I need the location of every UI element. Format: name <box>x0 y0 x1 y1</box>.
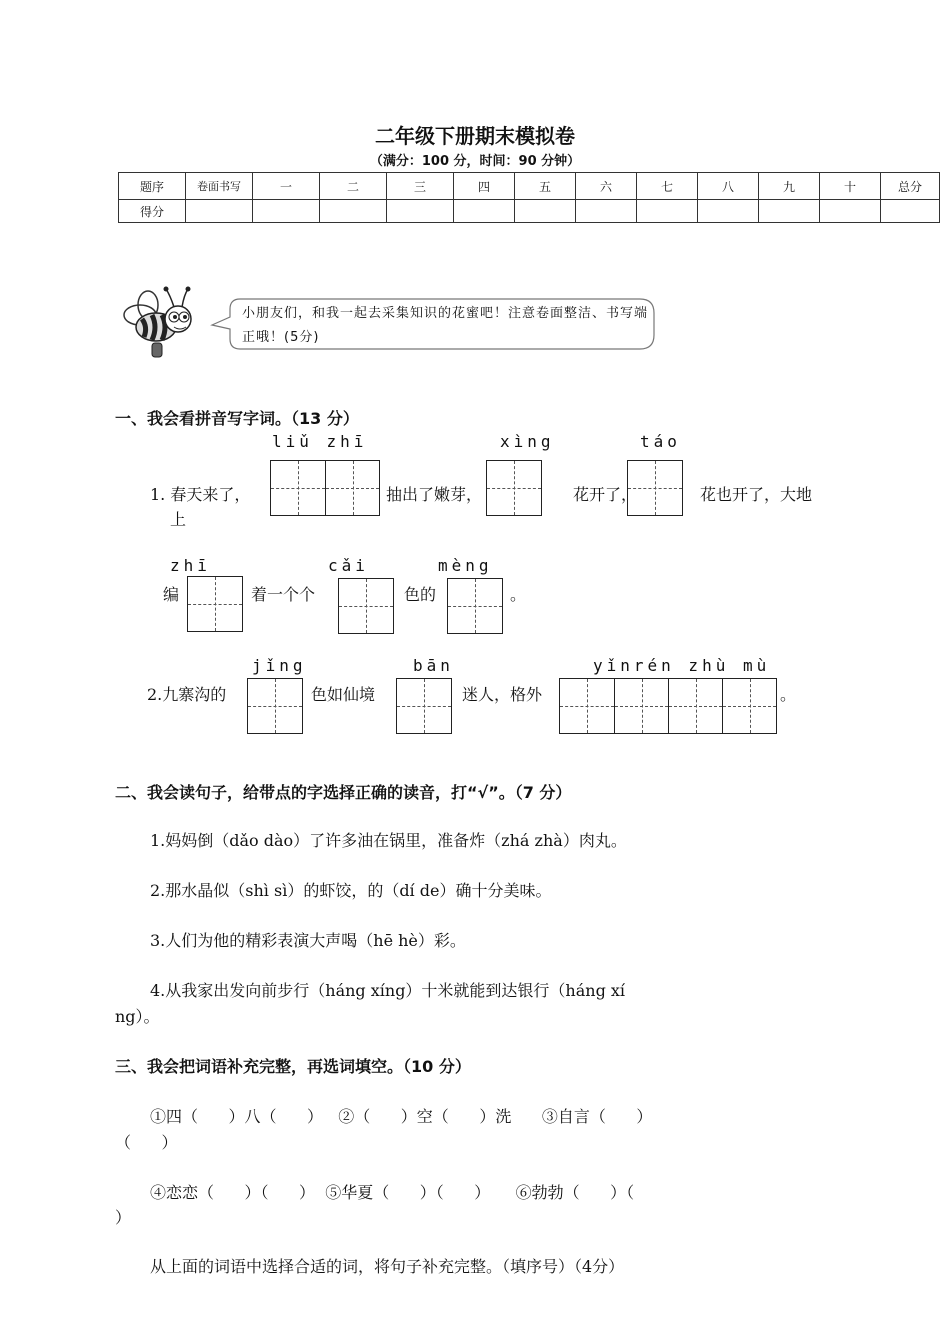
pinyin-jing: jǐng <box>252 656 307 675</box>
s2-item-4-cont: ng）。 <box>115 1007 160 1026</box>
header-cell: 五 <box>515 173 576 200</box>
tianzige-box[interactable] <box>486 460 542 516</box>
tianzige-box[interactable] <box>247 678 303 734</box>
bee-icon <box>118 285 200 363</box>
score-cell[interactable] <box>576 200 637 223</box>
score-cell[interactable] <box>515 200 576 223</box>
q2-text-3: 迷人，格外 <box>462 685 543 704</box>
tianzige-box[interactable] <box>338 578 394 634</box>
score-cell[interactable] <box>759 200 820 223</box>
q2-text-1: 2.九寨沟的 <box>147 685 227 704</box>
pinyin-ban: bān <box>413 656 454 675</box>
tianzige-box[interactable] <box>270 460 380 516</box>
header-cell: 二 <box>320 173 387 200</box>
section-1-heading: 一、我会看拼音写字词。（13 分） <box>115 409 359 428</box>
score-table-score-row <box>119 200 940 223</box>
score-table <box>118 172 940 223</box>
header-cell: 七 <box>637 173 698 200</box>
pinyin-meng: mèng <box>438 556 493 575</box>
q1-text-5: 上 <box>170 510 187 529</box>
score-cell[interactable] <box>253 200 320 223</box>
score-cell[interactable] <box>387 200 454 223</box>
score-cell[interactable] <box>698 200 759 223</box>
tianzige-box[interactable] <box>396 678 452 734</box>
header-cell: 六 <box>576 173 637 200</box>
header-cell: 八 <box>698 173 759 200</box>
q2-text-2: 色如仙境 <box>311 685 376 704</box>
tianzige-box[interactable] <box>187 576 243 632</box>
q1-text-4: 花也开了，大地 <box>700 485 813 504</box>
q2-text-4: 。 <box>780 685 797 704</box>
section-2-heading: 二、我会读句子，给带点的字选择正确的读音，打“√”。（7 分） <box>115 783 572 802</box>
header-cell: 四 <box>454 173 515 200</box>
score-cell[interactable] <box>820 200 881 223</box>
s3-row-2-cont: ） <box>115 1208 132 1227</box>
q1-text-8: 色的 <box>404 585 437 604</box>
s2-item-2: 2.那水晶似（shì sì）的虾饺，的（dí de）确十分美味。 <box>150 881 552 900</box>
header-cell: 题序 <box>119 173 186 200</box>
header-cell: 一 <box>253 173 320 200</box>
section-3-heading: 三、我会把词语补充完整，再选词填空。（10 分） <box>115 1057 471 1076</box>
tianzige-box-4[interactable] <box>559 678 777 734</box>
q1-text-9: 。 <box>510 585 527 604</box>
s3-row-2: ④恋恋（ ）（ ） ⑤华夏（ ）（ ） ⑥勃勃（ ）（ <box>150 1183 635 1202</box>
pinyin-cai: cǎi <box>328 556 369 575</box>
s3-instruction: 从上面的词语中选择合适的词，将句子补充完整。（填序号）（4分） <box>150 1257 625 1276</box>
pinyin-xing: xìng <box>500 432 555 451</box>
s2-item-4: 4.从我家出发向前步行（háng xíng）十米就能到达银行（háng xí <box>150 981 626 1000</box>
score-cell[interactable] <box>881 200 940 223</box>
score-cell[interactable] <box>637 200 698 223</box>
header-cell: 九 <box>759 173 820 200</box>
pinyin-liuzhi: liǔ zhī <box>272 432 368 451</box>
q1-text-2: 抽出了嫩芽， <box>386 485 483 504</box>
header-cell: 三 <box>387 173 454 200</box>
score-table-header-row <box>119 173 940 200</box>
s3-row-1: ①四（ ）八（ ） ②（ ）空（ ）洗 ③自言（ ） <box>150 1107 653 1126</box>
q1-text-1: 1. 春天来了， <box>150 485 251 504</box>
pinyin-yinrenzhumu: yǐnrén zhù mù <box>593 656 771 675</box>
header-cell: 十 <box>820 173 881 200</box>
tianzige-box[interactable] <box>627 460 683 516</box>
q1-text-6: 编 <box>163 585 180 604</box>
s2-item-1: 1.妈妈倒（dǎo dào）了许多油在锅里，准备炸（zhá zhà）肉丸。 <box>150 831 627 850</box>
header-cell: 总分 <box>881 173 940 200</box>
score-cell[interactable] <box>186 200 253 223</box>
s2-item-3: 3.人们为他的精彩表演大声喝（hē hè）彩。 <box>150 931 466 950</box>
q1-text-7: 着一个个 <box>251 585 316 604</box>
pinyin-tao: táo <box>640 432 681 451</box>
s3-row-1-cont: （ ） <box>115 1133 178 1152</box>
q1-text-3: 花开了， <box>573 485 638 504</box>
score-cell[interactable] <box>320 200 387 223</box>
exam-subtitle: （满分：100 分，时间：90 分钟） <box>369 154 581 169</box>
header-cell: 卷面书写 <box>186 173 253 200</box>
speech-text: 小朋友们，和我一起去采集知识的花蜜吧！注意卷面整洁、书写端正哦！(5分) <box>242 306 649 345</box>
row-label: 得分 <box>119 200 186 223</box>
pinyin-zhi: zhī <box>170 556 211 575</box>
score-cell[interactable] <box>454 200 515 223</box>
tianzige-box[interactable] <box>447 578 503 634</box>
exam-title: 二年级下册期末模拟卷 <box>375 124 575 148</box>
